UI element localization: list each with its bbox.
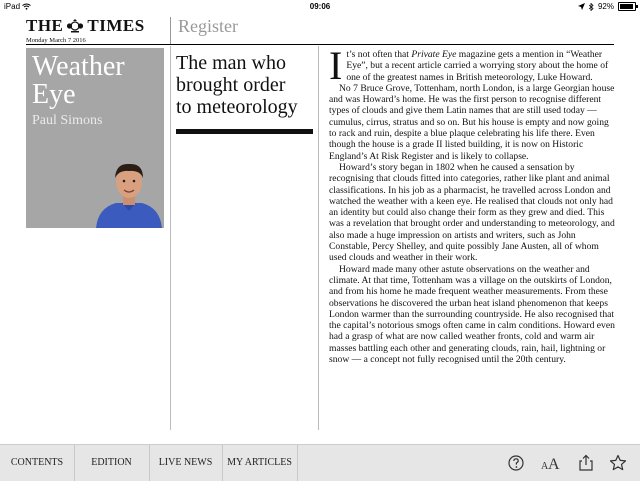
times-logo — [26, 16, 145, 36]
tab-live-news[interactable]: LIVE NEWS — [149, 445, 223, 481]
bluetooth-icon — [589, 3, 594, 11]
column-header-panel — [26, 48, 164, 228]
svg-text:A: A — [541, 461, 549, 472]
status-bar — [0, 0, 640, 14]
p1-text-start: t’s not often that — [346, 49, 412, 60]
p1-italic-title: Private Eye — [411, 49, 457, 60]
headline-line-1: The man who — [176, 52, 286, 74]
battery-level — [620, 4, 633, 9]
article-paragraph-2: No 7 Bruce Grove, Tottenham, north London, is a large Georgian house and was Howard’s home. He was the first person to recognise different types of clouds and give them Latin names that are still used today — cumulus, cirrus, stratus and so on. But his house is empty and now going to rack and ruin, despite a blue plaque celebrating his life there. Even though the house is a grade II listed building, it is now on Historic England’s At Risk Register and is likely to collapse. — [329, 82, 615, 162]
bottom-toolbar — [0, 444, 640, 481]
status-right — [578, 2, 636, 11]
column-divider-left — [170, 46, 171, 430]
article-paragraph-1 — [329, 43, 615, 88]
column-divider-right — [318, 46, 319, 430]
column-author: Paul Simons — [32, 113, 103, 128]
logo-text-times: TIMES — [87, 16, 145, 35]
masthead-rule — [26, 44, 614, 45]
battery-percent: 92% — [597, 2, 614, 11]
p1-text-end: magazine gets a mention in “Weather Eye”, but a recent article carried a worrying story about the home of one of the greatest names in British meteorology, Luke Howard. — [346, 49, 609, 83]
logo-text-the: THE — [26, 16, 64, 35]
headline-line-3: to meteorology — [176, 96, 298, 118]
drop-cap: I — [329, 43, 343, 88]
article-paragraph-4: Howard made many other astute observations on the weather and climate. At that time, Tottenham was a village on the outskirts of London, and from his home he made frequent weather measurements. From these observations he discovered the urban heat island phenomenon that keeps London warmer than the surrounding countryside. He also recognised that the capital’s notorious smogs often came in calm conditions. Howard even had a grasp of what are now called weather fronts, cold and warm air masses battling each other and generating clouds, rain, hail, lightning or snow — a concept not fully recognised until the 20th century. — [329, 263, 615, 366]
column-title — [32, 53, 158, 109]
article-headline — [176, 52, 316, 118]
article-body — [329, 43, 615, 366]
share-icon[interactable] — [577, 454, 595, 472]
masthead-divider — [170, 17, 171, 44]
masthead — [26, 16, 145, 44]
favourite-star-icon[interactable] — [609, 454, 627, 472]
device-label: iPad — [4, 2, 21, 11]
edition-date: Monday March 7 2016 — [26, 37, 86, 44]
svg-text:A: A — [548, 456, 560, 472]
headline-line-2: brought order — [176, 74, 286, 96]
tab-contents[interactable]: CONTENTS — [0, 445, 75, 481]
battery-icon — [618, 2, 636, 11]
section-title: Register — [178, 16, 238, 36]
tab-my-articles[interactable]: MY ARTICLES — [222, 445, 298, 481]
headline-underline-bar — [176, 129, 313, 134]
article-paragraph-3: Howard’s story began in 1802 when he caused a sensation by recognising that clouds fitted into categories, rather like plant and animal classifications. In his job as a pharmacist, he travelled across London and watched the weather with a keen eye. He realised that clouds not only had an identity but could also change their form as they grew and died. This was a revelation that brought order and understanding to meteorology, and also made a huge impression on artists and writers, such as John Constable, Percy Shelley, and quite possibly Jane Austen, all of whom used clouds and weather in their work. — [329, 161, 615, 264]
clock: 09:06 — [309, 2, 331, 11]
royal-crest-icon — [66, 19, 84, 33]
font-size-icon[interactable] — [540, 454, 560, 472]
author-portrait — [94, 153, 164, 228]
location-icon — [578, 3, 585, 10]
column-title-line-1: Weather — [32, 51, 125, 82]
help-icon[interactable] — [507, 454, 525, 472]
tab-edition[interactable]: EDITION — [74, 445, 150, 481]
column-title-line-2: Eye — [32, 79, 76, 110]
